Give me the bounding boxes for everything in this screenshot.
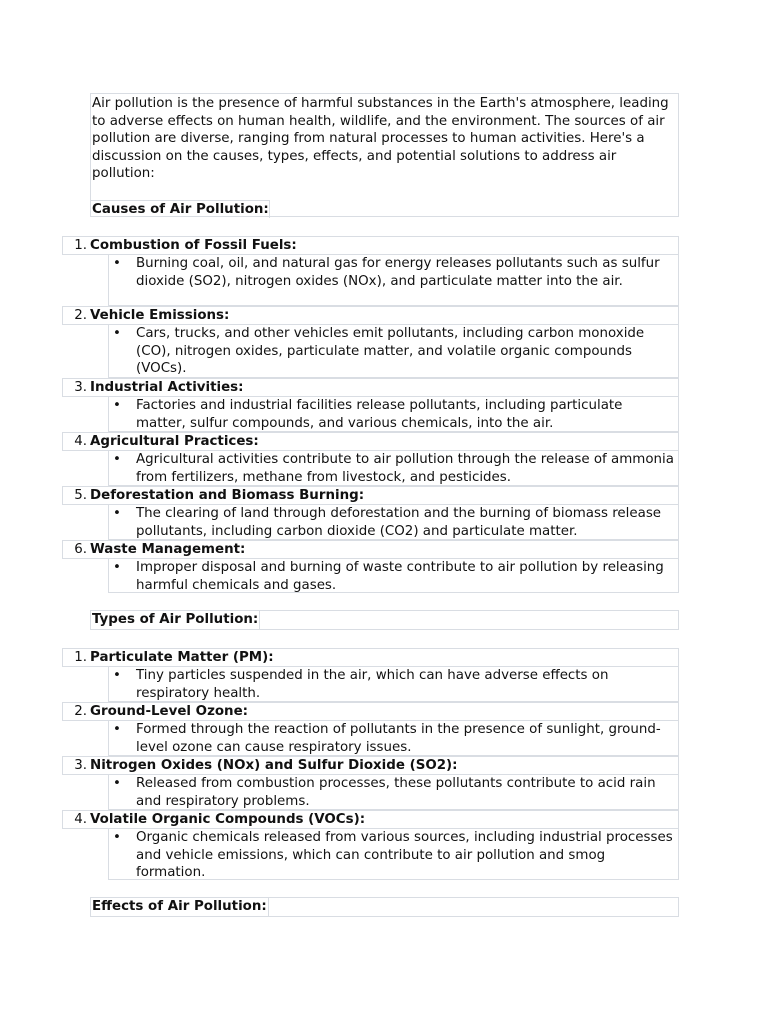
list-label: Particulate Matter (PM): <box>90 650 274 665</box>
type-detail-2 <box>108 720 679 756</box>
cause-item-4 <box>62 432 679 451</box>
effects-heading-box <box>90 897 679 917</box>
list-detail: Organic chemicals released from various sources, including industrial processes and vehicle emissions, which can contribute to air pollution and smog formation. <box>136 830 673 880</box>
list-number: 4. <box>74 812 87 827</box>
cause-detail-3 <box>108 396 679 432</box>
bullet-icon: • <box>113 668 121 683</box>
intro-paragraph: Air pollution is the presence of harmful substances in the Earth's atmosphere, leading to adverse effects on human health, wildlife, and the environment. The sources of air pollution are diverse, ranging from natural processes to human activities. Here's a discussion on the causes, types, effects, and potential solutions to address air pollution: <box>92 96 669 181</box>
list-detail: Cars, trucks, and other vehicles emit pollutants, including carbon monoxide (CO), nitrogen oxides, particulate matter, and volatile organic compounds (VOCs). <box>136 326 645 376</box>
bullet-icon: • <box>113 256 121 271</box>
bullet-icon: • <box>113 326 121 341</box>
causes-heading: Causes of Air Pollution: <box>92 202 269 217</box>
list-label: Deforestation and Biomass Burning: <box>90 488 365 503</box>
list-label: Industrial Activities: <box>90 380 244 395</box>
list-label: Volatile Organic Compounds (VOCs): <box>90 812 366 827</box>
cause-item-3 <box>62 378 679 397</box>
list-detail: Formed through the reaction of pollutants in the presence of sunlight, ground-level ozone can cause respiratory issues. <box>136 722 661 755</box>
list-number: 2. <box>74 308 87 323</box>
cause-item-2 <box>62 306 679 325</box>
bullet-icon: • <box>113 506 121 521</box>
list-detail: Released from combustion processes, these pollutants contribute to acid rain and respiratory problems. <box>136 776 656 809</box>
type-detail-1 <box>108 666 679 702</box>
cause-item-6 <box>62 540 679 559</box>
bullet-icon: • <box>113 560 121 575</box>
type-item-2 <box>62 702 679 721</box>
list-detail: Burning coal, oil, and natural gas for energy releases pollutants such as sulfur dioxide (SO2), nitrogen oxides (NOx), and particulate matter into the air. <box>136 256 660 289</box>
bullet-icon: • <box>113 398 121 413</box>
list-detail: Factories and industrial facilities release pollutants, including particulate matter, sulfur compounds, and various chemicals, into the air. <box>136 398 623 431</box>
list-number: 3. <box>74 380 87 395</box>
intro-block <box>90 93 679 217</box>
list-label: Combustion of Fossil Fuels: <box>90 238 297 253</box>
type-item-4 <box>62 810 679 829</box>
effects-heading: Effects of Air Pollution: <box>92 899 267 914</box>
cause-detail-2 <box>108 324 679 378</box>
list-label: Waste Management: <box>90 542 246 557</box>
list-number: 3. <box>74 758 87 773</box>
list-number: 1. <box>74 650 87 665</box>
bullet-icon: • <box>113 722 121 737</box>
cause-detail-4 <box>108 450 679 486</box>
list-detail: Tiny particles suspended in the air, which can have adverse effects on respiratory health. <box>136 668 609 701</box>
type-detail-4 <box>108 828 679 880</box>
list-label: Ground-Level Ozone: <box>90 704 249 719</box>
list-label: Nitrogen Oxides (NOx) and Sulfur Dioxide (SO2): <box>90 758 458 773</box>
cause-item-5 <box>62 486 679 505</box>
bullet-icon: • <box>113 830 121 845</box>
list-number: 1. <box>74 238 87 253</box>
cause-detail-5 <box>108 504 679 540</box>
list-number: 6. <box>74 542 87 557</box>
type-item-3 <box>62 756 679 775</box>
list-detail: Agricultural activities contribute to air pollution through the release of ammonia from fertilizers, methane from livestock, and pesticides. <box>136 452 674 485</box>
list-number: 2. <box>74 704 87 719</box>
cause-item-1 <box>62 236 679 255</box>
bullet-icon: • <box>113 452 121 467</box>
types-heading-box <box>90 610 679 630</box>
list-detail: Improper disposal and burning of waste contribute to air pollution by releasing harmful chemicals and gases. <box>136 560 664 593</box>
list-label: Agricultural Practices: <box>90 434 259 449</box>
cause-detail-6 <box>108 558 679 593</box>
list-detail: The clearing of land through deforestation and the burning of biomass release pollutants, including carbon dioxide (CO2) and particulate matter. <box>136 506 662 539</box>
list-label: Vehicle Emissions: <box>90 308 230 323</box>
cause-detail-1 <box>108 254 679 306</box>
type-detail-3 <box>108 774 679 810</box>
bullet-icon: • <box>113 776 121 791</box>
type-item-1 <box>62 648 679 667</box>
list-number: 4. <box>74 434 87 449</box>
list-number: 5. <box>74 488 87 503</box>
types-heading: Types of Air Pollution: <box>92 612 259 627</box>
